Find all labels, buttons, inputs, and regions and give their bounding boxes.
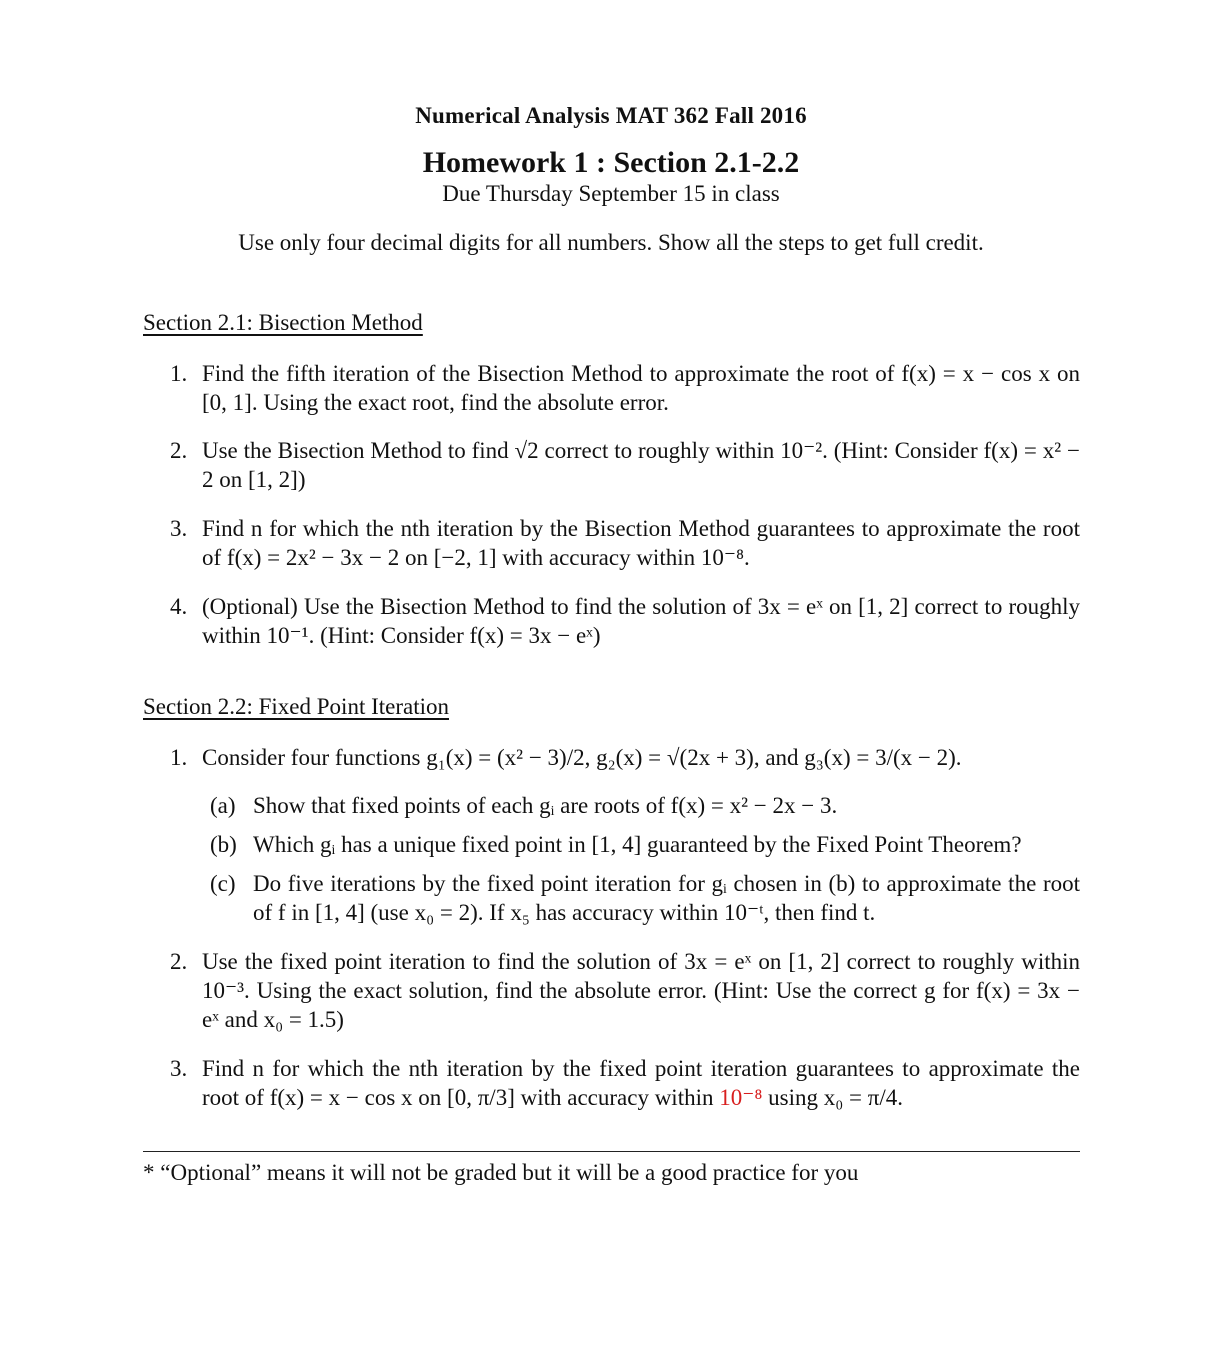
instructions: Use only four decimal digits for all numbers. Show all the steps to get full credit. bbox=[238, 230, 984, 255]
problem-text: (Optional) Use the Bisection Method to find the solution of 3x = eˣ on [1, 2] correct to roughly within 10⁻¹. (Hint: Consider f(x) = 3x − eˣ) bbox=[202, 594, 1080, 648]
problem-text-start: Find n for which the nth iteration by the fixed point iteration guarantees to approximate the root of f(x) = x − cos x on [0, π/3] with accuracy within bbox=[202, 1056, 1080, 1110]
problem-2-2-2 bbox=[170, 947, 1080, 1034]
subproblem-b bbox=[210, 830, 1080, 859]
subproblem-label: (a) bbox=[210, 793, 236, 818]
subproblem-text: Show that fixed points of each gᵢ are roots of f(x) = x² − 2x − 3. bbox=[253, 793, 838, 818]
problem-text: Find n for which the nth iteration by the Bisection Method guarantees to approximate the root of f(x) = 2x² − 3x − 2 on [−2, 1] with accuracy within 10⁻⁸. bbox=[202, 516, 1080, 570]
problem-text-end: using x₀ = π/4. bbox=[762, 1085, 903, 1110]
problem-number: 1. bbox=[170, 361, 188, 386]
problem-number: 2. bbox=[170, 438, 188, 463]
problem-number: 3. bbox=[170, 1056, 188, 1081]
problem-number: 4. bbox=[170, 594, 188, 619]
footnote: * “Optional” means it will not be graded but it will be a good practice for you bbox=[143, 1160, 859, 1185]
problem-2-2-1 bbox=[170, 743, 1080, 772]
problem-2-1-1 bbox=[170, 359, 1080, 417]
problem-text: Use the Bisection Method to find √2 correct to roughly within 10⁻². (Hint: Consider f(x) = x² − 2 on [1, 2]) bbox=[202, 438, 1080, 492]
problem-text: Use the fixed point iteration to find the solution of 3x = eˣ on [1, 2] correct to roughly within 10⁻³. Using the exact solution, find the absolute error. (Hint: Use the correct g for f(x) = 3x − eˣ and x₀ = 1.5) bbox=[202, 949, 1080, 1032]
problem-text: Find the fifth iteration of the Bisection Method to approximate the root of f(x) = x − cos x on [0, 1]. Using the exact root, find the absolute error. bbox=[202, 361, 1080, 415]
footnote-divider bbox=[143, 1151, 1080, 1152]
problem-number: 1. bbox=[170, 745, 188, 770]
homework-title: Homework 1 : Section 2.1-2.2 bbox=[422, 146, 800, 179]
problem-2-1-3 bbox=[170, 514, 1080, 572]
section-2-2-heading: Section 2.2: Fixed Point Iteration bbox=[143, 694, 449, 719]
problem-number: 3. bbox=[170, 516, 188, 541]
problem-2-1-2 bbox=[170, 436, 1080, 494]
section-2-1-heading: Section 2.1: Bisection Method bbox=[143, 310, 423, 335]
course-title: Numerical Analysis MAT 362 Fall 2016 bbox=[415, 103, 807, 128]
subproblem-label: (c) bbox=[210, 871, 236, 896]
subproblem-text: Which gᵢ has a unique fixed point in [1, 4] guaranteed by the Fixed Point Theorem? bbox=[253, 832, 1022, 857]
subproblem-a bbox=[210, 791, 1080, 820]
problem-2-1-4 bbox=[170, 592, 1080, 650]
subproblem-label: (b) bbox=[210, 832, 237, 857]
problem-2-2-3 bbox=[170, 1054, 1080, 1112]
problem-text: Consider four functions g₁(x) = (x² − 3)/2, g₂(x) = √(2x + 3), and g₃(x) = 3/(x − 2). bbox=[202, 745, 962, 770]
highlighted-accuracy: 10⁻⁸ bbox=[719, 1085, 763, 1110]
problem-text bbox=[202, 1054, 1080, 1112]
subproblem-text: Do five iterations by the fixed point iteration for gᵢ chosen in (b) to approximate the root of f in [1, 4] (use x₀ = 2). If x₅ has accuracy within 10⁻ᵗ, then find t. bbox=[253, 871, 1080, 925]
subproblem-c bbox=[210, 869, 1080, 927]
due-date: Due Thursday September 15 in class bbox=[442, 181, 780, 206]
problem-number: 2. bbox=[170, 949, 188, 974]
